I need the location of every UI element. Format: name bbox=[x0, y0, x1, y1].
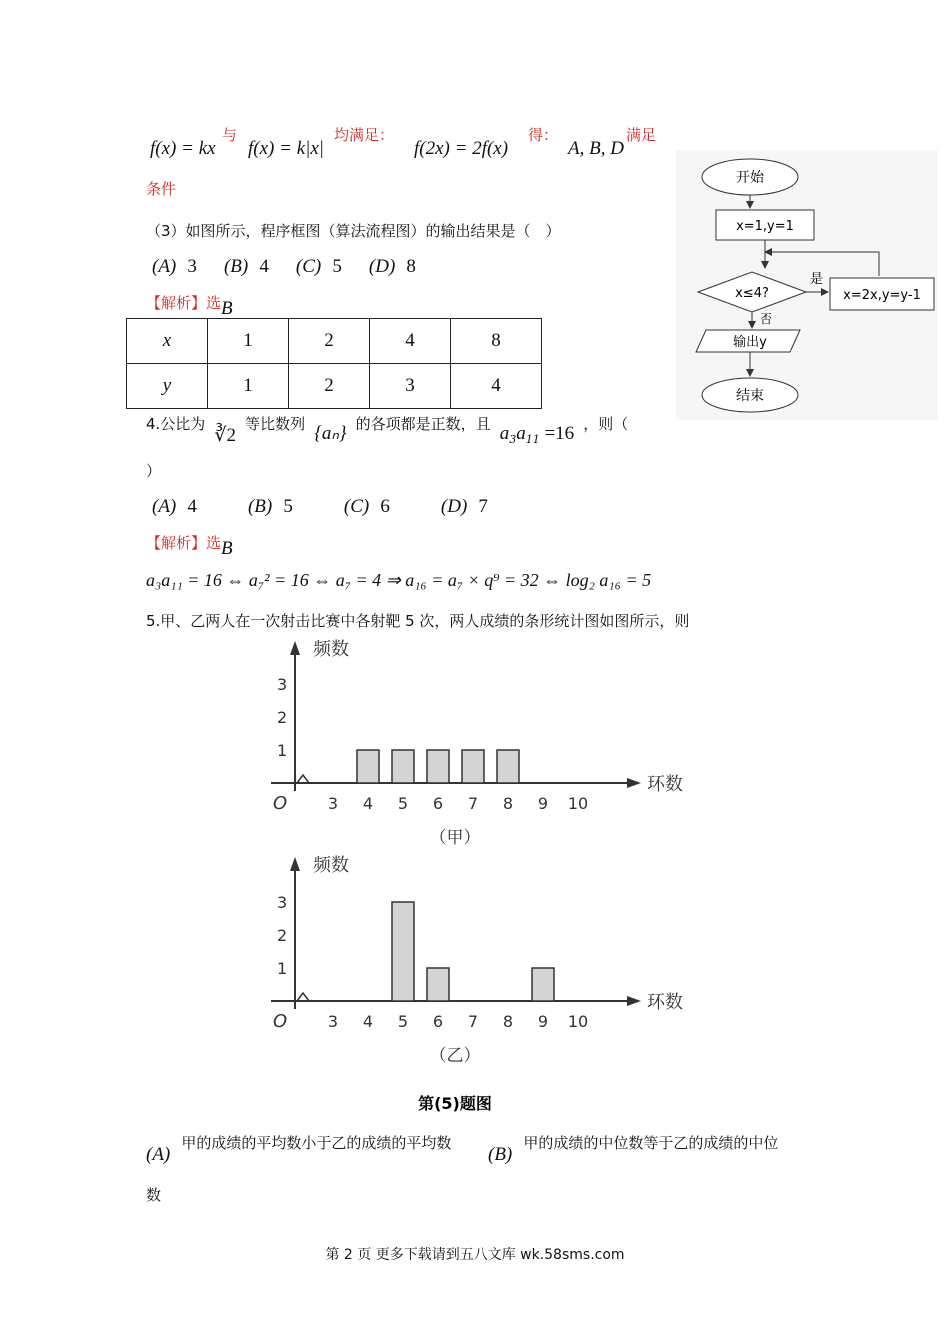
q4-option-c-label: (C) bbox=[343, 496, 370, 517]
q3-option-b-value: 4 bbox=[259, 256, 269, 277]
x-tick-label: 7 bbox=[467, 1012, 479, 1031]
q4-analysis-choice: B bbox=[221, 538, 233, 559]
x-axis-arrow bbox=[627, 778, 641, 788]
q4-part3: 的各项都是正数，且 bbox=[355, 415, 491, 433]
q3-option-d-value: 8 bbox=[406, 256, 416, 277]
q4-option-b-label: (B) bbox=[247, 496, 273, 517]
x-tick-label: 4 bbox=[362, 794, 374, 813]
q3-analysis bbox=[146, 292, 233, 319]
x-tick-label: 8 bbox=[502, 1012, 514, 1031]
flow-update-text: x=2x,y=y-1 bbox=[843, 288, 921, 303]
x-tick-label: 3 bbox=[327, 1012, 339, 1031]
q5-option-a bbox=[146, 1132, 452, 1165]
q3-option-c-label: (C) bbox=[295, 256, 322, 277]
x-tick-label: 6 bbox=[432, 794, 444, 813]
y-tick-label: 1 bbox=[277, 959, 288, 978]
q5-option-b-continued: 数 bbox=[146, 1186, 162, 1204]
flow-output-text: 输出y bbox=[733, 335, 767, 350]
q4-analysis-label: 【解析】选 bbox=[146, 534, 222, 552]
q4-derivation: a₃a₁₁ = 16 ⇔ a₇² = 16 ⇔ a₇ = 4 ⇒ a₁₆ = a₇ × q⁹ = 32 ⇔ log₂ a₁₆ = 5 bbox=[146, 570, 652, 590]
flow-no-label: 否 bbox=[760, 312, 773, 326]
x-tick-label: 5 bbox=[397, 1012, 409, 1031]
q4-option-b-value: 5 bbox=[283, 496, 293, 517]
q4-part4: ，则（ bbox=[583, 415, 629, 433]
q3-analysis-choice: B bbox=[221, 298, 233, 319]
text-jun-manzu: 均满足： bbox=[334, 126, 395, 144]
q4-option-a-value: 4 bbox=[187, 496, 197, 517]
chart-title: （甲） bbox=[429, 828, 481, 848]
q4-seq: {aₙ} bbox=[314, 423, 347, 444]
x-tick-label: 10 bbox=[567, 794, 589, 813]
y-axis-arrow bbox=[290, 641, 300, 655]
text-yu: 与 bbox=[222, 126, 238, 144]
x-tick-label: 5 bbox=[397, 794, 409, 813]
q3-xy-table bbox=[126, 318, 542, 409]
y-tick-label: 3 bbox=[277, 675, 288, 694]
table-cell: 2 bbox=[289, 319, 370, 364]
chart-title: （乙） bbox=[429, 1046, 481, 1066]
flow-condition-text: x≤4? bbox=[735, 286, 769, 301]
q3-options bbox=[152, 256, 416, 278]
x-tick-label: 4 bbox=[362, 1012, 374, 1031]
text-manzu: 满足 bbox=[626, 126, 657, 144]
x-tick-label: 7 bbox=[467, 794, 479, 813]
q4-part1: 4.公比为 bbox=[146, 415, 206, 433]
x-tick-label: 9 bbox=[537, 1012, 549, 1031]
q4-cond-a2: a bbox=[516, 423, 526, 444]
formula-f-kabsx: f(x) = k|x| bbox=[248, 138, 324, 159]
q4-condition bbox=[499, 423, 575, 446]
q4-close-paren: ） bbox=[146, 462, 162, 480]
x-axis-arrow bbox=[627, 996, 641, 1006]
table-cell: 8 bbox=[451, 319, 542, 364]
text-tiaojian: 条件 bbox=[146, 180, 177, 198]
origin-label: O bbox=[273, 1011, 288, 1032]
q4-cond-sub1: 3 bbox=[509, 433, 517, 446]
chart-yi bbox=[271, 855, 683, 1066]
x-tick-label: 10 bbox=[567, 1012, 589, 1031]
q4-option-c-value: 6 bbox=[380, 496, 390, 517]
q3-stem: （3）如图所示，程序框图（算法流程图）的输出结果是（ ） bbox=[146, 222, 561, 240]
table-cell: x bbox=[127, 319, 208, 364]
table-cell: y bbox=[127, 364, 208, 409]
q3-option-b-label: (B) bbox=[223, 256, 249, 277]
x-tick-label: 6 bbox=[432, 1012, 444, 1031]
bar bbox=[427, 968, 449, 1001]
table-row bbox=[127, 364, 542, 409]
y-tick-label: 1 bbox=[277, 741, 288, 760]
y-tick-label: 2 bbox=[277, 708, 288, 727]
table-cell: 2 bbox=[289, 364, 370, 409]
axis-break bbox=[297, 775, 309, 783]
x-tick-label: 8 bbox=[502, 794, 514, 813]
flow-init-text: x=1,y=1 bbox=[736, 219, 794, 234]
formula-f2x: f(2x) = 2f(x) bbox=[414, 138, 509, 159]
bar bbox=[427, 750, 449, 783]
q5-option-b-label: (B) bbox=[488, 1144, 513, 1165]
flowchart bbox=[676, 150, 938, 420]
bar bbox=[532, 968, 554, 1001]
table-cell: 1 bbox=[208, 319, 289, 364]
table-cell: 4 bbox=[370, 319, 451, 364]
flow-yes-label: 是 bbox=[810, 272, 824, 287]
y-axis-arrow bbox=[290, 857, 300, 871]
x-axis-label: 环数 bbox=[647, 774, 683, 795]
axis-break bbox=[297, 993, 309, 1001]
bar bbox=[462, 750, 484, 783]
y-axis-label: 频数 bbox=[313, 855, 349, 876]
page-footer: 第 2 页 更多下载请到五八文库 wk.58sms.com bbox=[325, 1247, 625, 1263]
x-tick-label: 3 bbox=[327, 794, 339, 813]
x-tick-label: 9 bbox=[537, 794, 549, 813]
bar bbox=[497, 750, 519, 783]
q5-option-a-text: 甲的成绩的平均数小于乙的成绩的平均数 bbox=[181, 1134, 452, 1152]
q4-option-a-label: (A) bbox=[152, 496, 177, 517]
q3-option-a-label: (A) bbox=[152, 256, 177, 277]
q4-options bbox=[152, 496, 488, 518]
formula-abd: A, B, D bbox=[568, 138, 624, 159]
bar bbox=[357, 750, 379, 783]
y-tick-label: 3 bbox=[277, 893, 288, 912]
q4-ratio: ∛2 bbox=[214, 425, 237, 446]
q5-figure-caption: 第(5)题图 bbox=[418, 1094, 492, 1113]
q4-cond-sub2: 11 bbox=[525, 433, 540, 446]
x-axis-label: 环数 bbox=[647, 992, 683, 1013]
q4-cond-rest: =16 bbox=[539, 423, 575, 444]
q4-stem bbox=[146, 412, 629, 446]
table-cell: 1 bbox=[208, 364, 289, 409]
q4-analysis bbox=[146, 532, 233, 559]
table-cell: 3 bbox=[370, 364, 451, 409]
flow-end-text: 结束 bbox=[736, 388, 764, 404]
q5-option-a-label: (A) bbox=[146, 1144, 171, 1165]
q3-option-a-value: 3 bbox=[187, 256, 197, 277]
flow-start-text: 开始 bbox=[736, 170, 764, 186]
q4-option-d-value: 7 bbox=[478, 496, 488, 517]
q3-option-c-value: 5 bbox=[332, 256, 342, 277]
table-cell: 4 bbox=[451, 364, 542, 409]
chart-jia bbox=[271, 639, 683, 848]
bar bbox=[392, 902, 414, 1001]
y-axis-label: 频数 bbox=[313, 639, 349, 660]
q3-analysis-label: 【解析】选 bbox=[146, 294, 222, 312]
q4-cond-a1: a bbox=[499, 423, 510, 444]
q5-option-b bbox=[488, 1132, 779, 1165]
q5-option-b-text: 甲的成绩的中位数等于乙的成绩的中位 bbox=[523, 1134, 779, 1152]
table-row bbox=[127, 319, 542, 364]
y-tick-label: 2 bbox=[277, 926, 288, 945]
q3-option-d-label: (D) bbox=[368, 256, 396, 277]
text-de: 得： bbox=[528, 126, 559, 144]
bar bbox=[392, 750, 414, 783]
q5-charts bbox=[255, 635, 695, 1125]
q4-option-d-label: (D) bbox=[440, 496, 468, 517]
q5-stem: 5.甲、乙两人在一次射击比赛中各射靶 5 次，两人成绩的条形统计图如图所示，则 bbox=[146, 612, 690, 630]
q4-part2: 等比数列 bbox=[245, 415, 306, 433]
formula-f-kx: f(x) = kx bbox=[150, 138, 216, 159]
origin-label: O bbox=[273, 793, 288, 814]
